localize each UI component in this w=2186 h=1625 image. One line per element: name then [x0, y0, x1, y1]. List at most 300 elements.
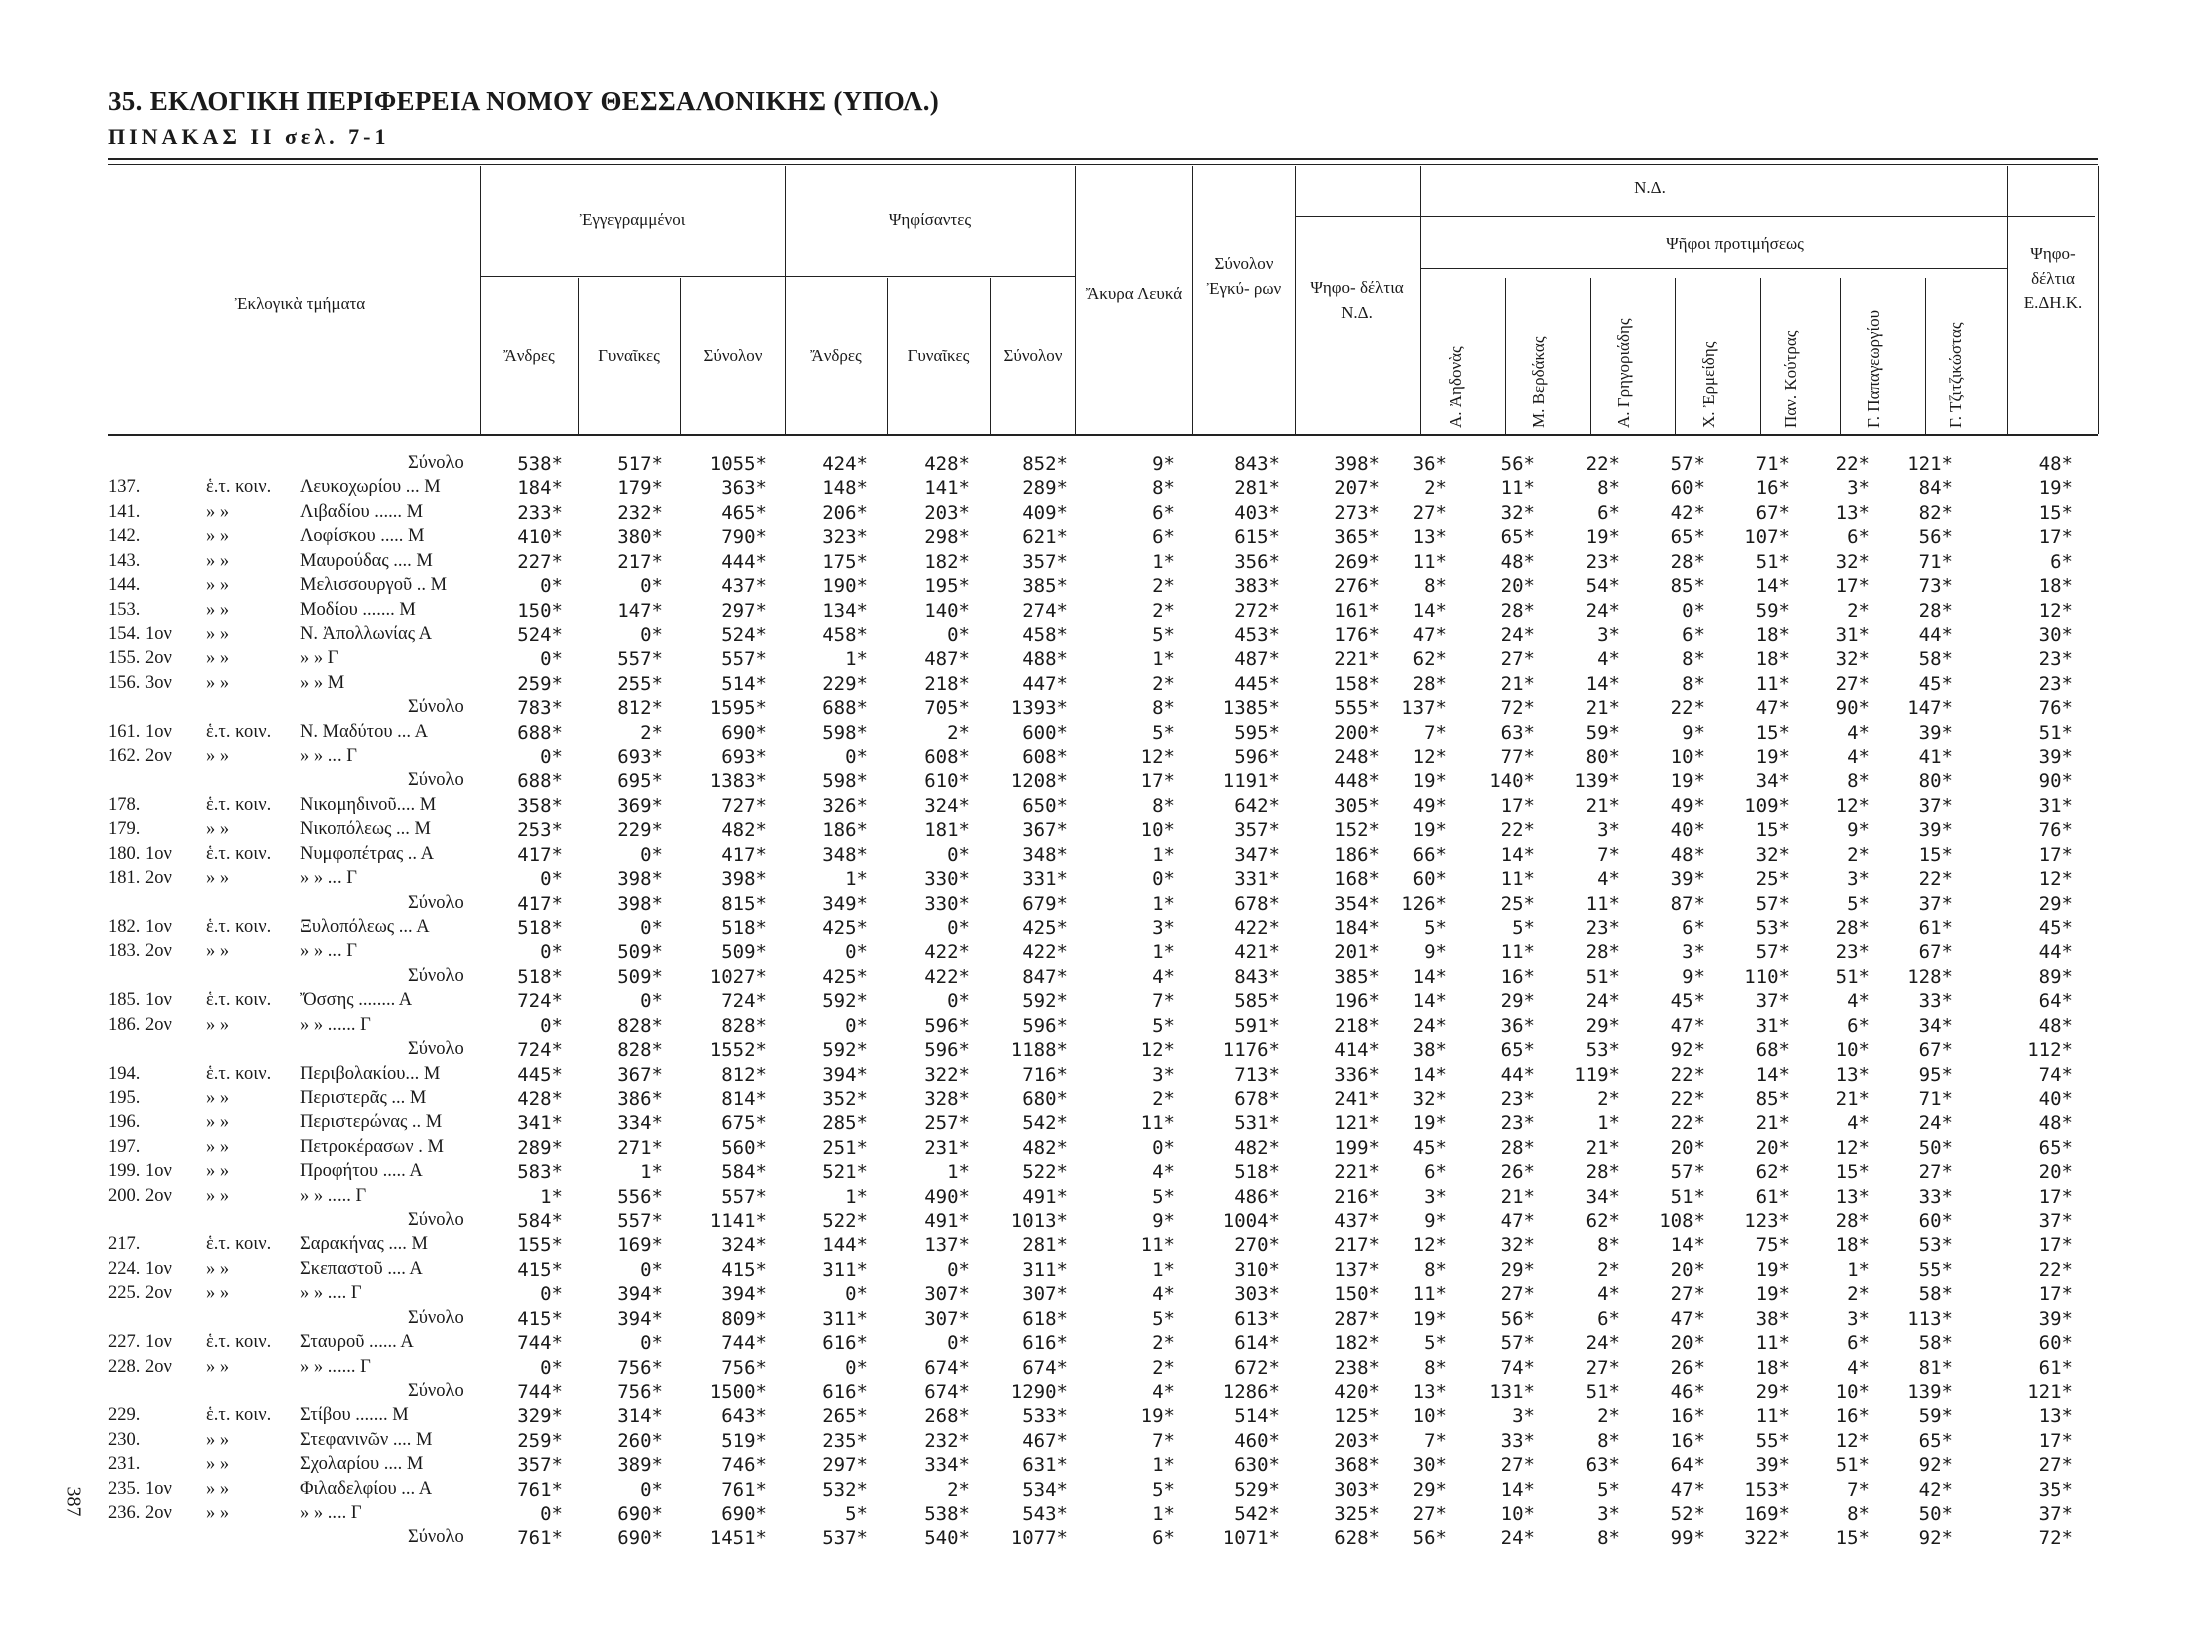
- value-cell: 11*: [1500, 868, 1535, 891]
- section-name: Σύνολο: [408, 965, 464, 986]
- value-cell: 453*: [1234, 623, 1280, 646]
- value-cell: 679*: [1022, 892, 1068, 915]
- section-number: 181. 2ον: [108, 868, 172, 889]
- section-number: 185. 1ον: [108, 990, 172, 1011]
- value-cell: 57*: [1500, 1332, 1535, 1355]
- value-cell: 47*: [1670, 1478, 1705, 1501]
- value-cell: 1141*: [709, 1210, 767, 1233]
- value-cell: 20*: [2038, 1161, 2073, 1184]
- value-cell: 61*: [2038, 1356, 2073, 1379]
- value-cell: 555*: [1334, 697, 1380, 720]
- value-cell: 227*: [517, 550, 563, 573]
- value-cell: 2*: [1597, 1405, 1620, 1428]
- table-row: [0, 795, 2186, 819]
- value-cell: 467*: [1022, 1429, 1068, 1452]
- value-cell: 542*: [1022, 1112, 1068, 1135]
- value-cell: 12*: [1140, 1039, 1175, 1062]
- table-row: [0, 1283, 2186, 1307]
- section-name: Περιβολακίου... Μ: [300, 1063, 441, 1084]
- value-cell: 153*: [1744, 1478, 1790, 1501]
- value-cell: 59*: [1755, 599, 1790, 622]
- value-cell: 269*: [1334, 550, 1380, 573]
- value-cell: 746*: [721, 1454, 767, 1477]
- value-cell: 125*: [1334, 1405, 1380, 1428]
- table-row: [0, 990, 2186, 1014]
- community-type: » »: [206, 746, 230, 767]
- value-cell: 348*: [822, 843, 868, 866]
- value-cell: 77*: [1500, 746, 1535, 769]
- value-cell: 15*: [1835, 1161, 1870, 1184]
- table-row: [0, 1479, 2186, 1503]
- value-cell: 1*: [845, 1185, 868, 1208]
- value-cell: 8*: [1152, 794, 1175, 817]
- value-cell: 229*: [822, 672, 868, 695]
- value-cell: 592*: [1022, 990, 1068, 1013]
- header-voted-men: Ἄνδρες: [810, 346, 862, 365]
- value-cell: 53*: [1755, 916, 1790, 939]
- value-cell: 1004*: [1222, 1210, 1280, 1233]
- value-cell: 368*: [1334, 1454, 1380, 1477]
- value-cell: 38*: [1755, 1307, 1790, 1330]
- value-cell: 11*: [1140, 1234, 1175, 1257]
- table-row: [0, 575, 2186, 599]
- value-cell: 15*: [1755, 819, 1790, 842]
- value-cell: 756*: [721, 1356, 767, 1379]
- value-cell: 3*: [1597, 819, 1620, 842]
- value-cell: 39*: [1670, 868, 1705, 891]
- value-cell: 0*: [640, 623, 663, 646]
- value-cell: 1*: [947, 1161, 970, 1184]
- value-cell: 1*: [540, 1185, 563, 1208]
- value-cell: 110*: [1744, 965, 1790, 988]
- column-rule: [1675, 278, 1676, 434]
- value-cell: 415*: [517, 1258, 563, 1281]
- value-cell: 8*: [1682, 648, 1705, 671]
- value-cell: 4*: [1152, 965, 1175, 988]
- subtotal-row: [0, 893, 2186, 917]
- value-cell: 14*: [1755, 575, 1790, 598]
- value-cell: 182*: [1334, 1332, 1380, 1355]
- column-rule: [680, 278, 681, 434]
- value-cell: 16*: [1835, 1405, 1870, 1428]
- value-cell: 55*: [1755, 1429, 1790, 1452]
- value-cell: 385*: [1334, 965, 1380, 988]
- column-rule: [2098, 166, 2099, 434]
- value-cell: 139*: [1907, 1380, 1953, 1403]
- value-cell: 3*: [1847, 1307, 1870, 1330]
- value-cell: 7*: [1847, 1478, 1870, 1501]
- value-cell: 514*: [721, 672, 767, 695]
- value-cell: 307*: [924, 1307, 970, 1330]
- value-cell: 8*: [1597, 477, 1620, 500]
- value-cell: 595*: [1234, 721, 1280, 744]
- value-cell: 16*: [1670, 1405, 1705, 1428]
- value-cell: 5*: [845, 1503, 868, 1526]
- value-cell: 0*: [640, 1332, 663, 1355]
- value-cell: 2*: [640, 721, 663, 744]
- value-cell: 29*: [1500, 1258, 1535, 1281]
- value-cell: 557*: [617, 1210, 663, 1233]
- table-row: [0, 1186, 2186, 1210]
- value-cell: 141*: [924, 477, 970, 500]
- value-cell: 428*: [517, 1087, 563, 1110]
- value-cell: 9*: [1424, 1210, 1447, 1233]
- value-cell: 29*: [1755, 1380, 1790, 1403]
- value-cell: 425*: [822, 916, 868, 939]
- value-cell: 491*: [1022, 1185, 1068, 1208]
- value-cell: 68*: [1755, 1039, 1790, 1062]
- value-cell: 518*: [1234, 1161, 1280, 1184]
- value-cell: 76*: [2038, 697, 2073, 720]
- table-row: [0, 1332, 2186, 1356]
- value-cell: 14*: [1412, 965, 1447, 988]
- value-cell: 21*: [1500, 672, 1535, 695]
- header-candidate: Μ. Βερδάκας: [1529, 336, 1548, 428]
- value-cell: 556*: [617, 1185, 663, 1208]
- value-cell: 201*: [1334, 941, 1380, 964]
- value-cell: 206*: [822, 501, 868, 524]
- value-cell: 0*: [640, 575, 663, 598]
- header-registered-women: Γυναῖκες: [598, 346, 660, 365]
- value-cell: 596*: [924, 1039, 970, 1062]
- value-cell: 1*: [1152, 941, 1175, 964]
- value-cell: 37*: [1755, 990, 1790, 1013]
- value-cell: 417*: [721, 843, 767, 866]
- community-type: ἑ.τ. κοιν.: [206, 794, 272, 815]
- value-cell: 678*: [1234, 1087, 1280, 1110]
- value-cell: 200*: [1334, 721, 1380, 744]
- value-cell: 6*: [1152, 1527, 1175, 1550]
- value-cell: 25*: [1755, 868, 1790, 891]
- value-cell: 82*: [1918, 501, 1953, 524]
- community-type: » »: [206, 1283, 230, 1304]
- community-type: » »: [206, 1478, 230, 1499]
- value-cell: 179*: [617, 477, 663, 500]
- value-cell: 11*: [1755, 1332, 1790, 1355]
- value-cell: 21*: [1585, 697, 1620, 720]
- value-cell: 2*: [1152, 1087, 1175, 1110]
- value-cell: 19*: [1412, 1307, 1447, 1330]
- section-number: 183. 2ον: [108, 941, 172, 962]
- value-cell: 29*: [1412, 1478, 1447, 1501]
- section-number: 144.: [108, 575, 141, 596]
- value-cell: 285*: [822, 1112, 868, 1135]
- value-cell: 14*: [1412, 1063, 1447, 1086]
- value-cell: 53*: [1918, 1234, 1953, 1257]
- value-cell: 524*: [517, 623, 563, 646]
- value-cell: 596*: [1234, 746, 1280, 769]
- value-cell: 147*: [1907, 697, 1953, 720]
- community-type: ἑ.τ. κοιν.: [206, 843, 272, 864]
- value-cell: 3*: [1512, 1405, 1535, 1428]
- value-cell: 486*: [1234, 1185, 1280, 1208]
- value-cell: 9*: [1152, 1210, 1175, 1233]
- value-cell: 424*: [822, 453, 868, 475]
- subtotal-row: [0, 1527, 2186, 1551]
- value-cell: 2*: [1847, 599, 1870, 622]
- community-type: » »: [206, 623, 230, 644]
- section-number: 197.: [108, 1136, 141, 1157]
- value-cell: 37*: [1918, 892, 1953, 915]
- value-cell: 1*: [1152, 1503, 1175, 1526]
- value-cell: 51*: [1755, 550, 1790, 573]
- value-cell: 8*: [1424, 1258, 1447, 1281]
- section-name: Σύνολο: [408, 1527, 464, 1548]
- value-cell: 724*: [721, 990, 767, 1013]
- value-cell: 583*: [517, 1161, 563, 1184]
- value-cell: 195*: [924, 575, 970, 598]
- value-cell: 39*: [1755, 1454, 1790, 1477]
- value-cell: 815*: [721, 892, 767, 915]
- value-cell: 51*: [1835, 1454, 1870, 1477]
- value-cell: 11*: [1500, 477, 1535, 500]
- value-cell: 7*: [1152, 990, 1175, 1013]
- value-cell: 235*: [822, 1429, 868, 1452]
- section-name: Σύνολο: [408, 892, 464, 913]
- value-cell: 2*: [1597, 1087, 1620, 1110]
- value-cell: 175*: [822, 550, 868, 573]
- value-cell: 389*: [617, 1454, 663, 1477]
- section-name: Στίβου ....... Μ: [300, 1405, 409, 1426]
- header-nd-party: Ν.Δ.: [1634, 178, 1666, 197]
- value-cell: 1*: [1847, 1258, 1870, 1281]
- value-cell: 81*: [1918, 1356, 1953, 1379]
- value-cell: 2*: [1152, 672, 1175, 695]
- value-cell: 27*: [1412, 1503, 1447, 1526]
- value-cell: 19*: [1755, 1283, 1790, 1306]
- table-row: [0, 551, 2186, 575]
- value-cell: 232*: [924, 1429, 970, 1452]
- value-cell: 365*: [1334, 526, 1380, 549]
- value-cell: 1071*: [1222, 1527, 1280, 1550]
- value-cell: 311*: [1022, 1258, 1068, 1281]
- value-cell: 6*: [1847, 1014, 1870, 1037]
- value-cell: 6*: [1847, 1332, 1870, 1355]
- value-cell: 3*: [1597, 623, 1620, 646]
- table-row: [0, 1161, 2186, 1185]
- value-cell: 385*: [1022, 575, 1068, 598]
- table-row: [0, 1112, 2186, 1136]
- value-cell: 51*: [1585, 965, 1620, 988]
- value-cell: 63*: [1500, 721, 1535, 744]
- value-cell: 74*: [2038, 1063, 2073, 1086]
- section-name: Λευκοχωρίου ... Μ: [300, 477, 441, 498]
- value-cell: 72*: [1500, 697, 1535, 720]
- subtotal-row: [0, 1210, 2186, 1234]
- value-cell: 0*: [1152, 868, 1175, 891]
- value-cell: 184*: [1334, 916, 1380, 939]
- value-cell: 1500*: [709, 1380, 767, 1403]
- value-cell: 1*: [845, 648, 868, 671]
- value-cell: 403*: [1234, 501, 1280, 524]
- value-cell: 65*: [1500, 1039, 1535, 1062]
- value-cell: 169*: [1744, 1503, 1790, 1526]
- value-cell: 522*: [822, 1210, 868, 1233]
- top-double-rule: [108, 158, 2098, 160]
- value-cell: 428*: [924, 453, 970, 475]
- value-cell: 357*: [1234, 819, 1280, 842]
- value-cell: 7*: [1152, 1429, 1175, 1452]
- value-cell: 24*: [1585, 599, 1620, 622]
- table-row: [0, 1234, 2186, 1258]
- table-row: [0, 917, 2186, 941]
- value-cell: 417*: [517, 892, 563, 915]
- value-cell: 336*: [1334, 1063, 1380, 1086]
- value-cell: 4*: [1597, 648, 1620, 671]
- community-type: » »: [206, 672, 230, 693]
- section-name: Σύνολο: [408, 697, 464, 718]
- table-row: [0, 1137, 2186, 1161]
- value-cell: 28*: [1412, 672, 1447, 695]
- value-cell: 17*: [2038, 843, 2073, 866]
- value-cell: 40*: [1670, 819, 1705, 842]
- value-cell: 488*: [1022, 648, 1068, 671]
- community-type: » »: [206, 1503, 230, 1524]
- value-cell: 22*: [1500, 819, 1535, 842]
- value-cell: 10*: [1500, 1503, 1535, 1526]
- value-cell: 28*: [1500, 1136, 1535, 1159]
- value-cell: 348*: [1022, 843, 1068, 866]
- value-cell: 17*: [2038, 526, 2073, 549]
- value-cell: 17*: [2038, 1429, 2073, 1452]
- value-cell: 8*: [1424, 575, 1447, 598]
- value-cell: 0*: [1152, 1136, 1175, 1159]
- value-cell: 3*: [1424, 1185, 1447, 1208]
- value-cell: 518*: [517, 965, 563, 988]
- value-cell: 0*: [947, 843, 970, 866]
- value-cell: 22*: [1670, 1112, 1705, 1135]
- value-cell: 45*: [1412, 1136, 1447, 1159]
- table-row: [0, 673, 2186, 697]
- column-rule: [480, 166, 481, 434]
- value-cell: 217*: [1334, 1234, 1380, 1257]
- value-cell: 0*: [947, 1258, 970, 1281]
- value-cell: 32*: [1412, 1087, 1447, 1110]
- value-cell: 47*: [1670, 1014, 1705, 1037]
- value-cell: 56*: [1500, 453, 1535, 475]
- subtotal-row: [0, 453, 2186, 477]
- value-cell: 57*: [1755, 941, 1790, 964]
- value-cell: 519*: [721, 1429, 767, 1452]
- value-cell: 20*: [1670, 1258, 1705, 1281]
- header-candidate: Χ. Ἐρμείδης: [1699, 341, 1718, 428]
- value-cell: 56*: [1500, 1307, 1535, 1330]
- header-registered-total: Σύνολον: [703, 346, 763, 365]
- value-cell: 598*: [822, 770, 868, 793]
- value-cell: 131*: [1489, 1380, 1535, 1403]
- value-cell: 487*: [1234, 648, 1280, 671]
- value-cell: 49*: [1412, 794, 1447, 817]
- header-bottom-rule: [108, 434, 2098, 436]
- value-cell: 1*: [845, 868, 868, 891]
- value-cell: 147*: [617, 599, 663, 622]
- value-cell: 367*: [617, 1063, 663, 1086]
- value-cell: 190*: [822, 575, 868, 598]
- value-cell: 22*: [1670, 697, 1705, 720]
- value-cell: 12*: [2038, 868, 2073, 891]
- value-cell: 216*: [1334, 1185, 1380, 1208]
- value-cell: 13*: [2038, 1405, 2073, 1428]
- header-voted-total: Σύνολον: [1003, 346, 1063, 365]
- value-cell: 334*: [617, 1112, 663, 1135]
- value-cell: 852*: [1022, 453, 1068, 475]
- value-cell: 542*: [1234, 1503, 1280, 1526]
- value-cell: 13*: [1835, 501, 1870, 524]
- section-name: Ν. Μαδύτου ... Α: [300, 721, 428, 742]
- section-number: 141.: [108, 501, 141, 522]
- value-cell: 248*: [1334, 746, 1380, 769]
- value-cell: 52*: [1670, 1503, 1705, 1526]
- value-cell: 5*: [1152, 1478, 1175, 1501]
- value-cell: 4*: [1847, 990, 1870, 1013]
- community-type: » »: [206, 1014, 230, 1035]
- subtotal-row: [0, 1308, 2186, 1332]
- value-cell: 297*: [721, 599, 767, 622]
- value-cell: 790*: [721, 526, 767, 549]
- value-cell: 51*: [1670, 1185, 1705, 1208]
- value-cell: 10*: [1835, 1380, 1870, 1403]
- value-cell: 756*: [617, 1356, 663, 1379]
- value-cell: 121*: [2027, 1380, 2073, 1403]
- value-cell: 17*: [2038, 1234, 2073, 1257]
- value-cell: 6*: [1847, 526, 1870, 549]
- value-cell: 41*: [1918, 746, 1953, 769]
- value-cell: 20*: [1500, 575, 1535, 598]
- community-type: ἑ.τ. κοιν.: [206, 1234, 272, 1255]
- section-number: 200. 2ον: [108, 1185, 172, 1206]
- value-cell: 380*: [617, 526, 663, 549]
- section-name: Νικοπόλεως ... Μ: [300, 819, 431, 840]
- nd-rule: [1295, 216, 2095, 217]
- value-cell: 621*: [1022, 526, 1068, 549]
- value-cell: 47*: [1500, 1210, 1535, 1233]
- section-name: Σύνολο: [408, 1380, 464, 1401]
- section-name: Φιλαδελφίου ... Α: [300, 1478, 433, 1499]
- value-cell: 2*: [1152, 575, 1175, 598]
- value-cell: 326*: [822, 794, 868, 817]
- value-cell: 1055*: [709, 453, 767, 475]
- value-cell: 24*: [1918, 1112, 1953, 1135]
- value-cell: 0*: [540, 648, 563, 671]
- table-row: [0, 526, 2186, 550]
- value-cell: 137*: [1401, 697, 1447, 720]
- section-name: Σταυροῦ ...... Α: [300, 1332, 414, 1353]
- value-cell: 65*: [1500, 526, 1535, 549]
- value-cell: 13*: [1835, 1063, 1870, 1086]
- value-cell: 531*: [1234, 1112, 1280, 1135]
- value-cell: 34*: [1585, 1185, 1620, 1208]
- value-cell: 12*: [1835, 1136, 1870, 1159]
- value-cell: 447*: [1022, 672, 1068, 695]
- value-cell: 0*: [540, 1503, 563, 1526]
- value-cell: 324*: [924, 794, 970, 817]
- value-cell: 0*: [640, 1478, 663, 1501]
- subtotal-row: [0, 697, 2186, 721]
- value-cell: 11*: [1412, 1283, 1447, 1306]
- value-cell: 724*: [517, 990, 563, 1013]
- value-cell: 108*: [1659, 1210, 1705, 1233]
- value-cell: 54*: [1585, 575, 1620, 598]
- community-type: ἑ.τ. κοιν.: [206, 1063, 272, 1084]
- value-cell: 421*: [1234, 941, 1280, 964]
- value-cell: 458*: [1022, 623, 1068, 646]
- header-valid: Σύνολον Ἐγκύ- ρων: [1206, 254, 1282, 298]
- value-cell: 25*: [1500, 892, 1535, 915]
- value-cell: 630*: [1234, 1454, 1280, 1477]
- value-cell: 268*: [924, 1405, 970, 1428]
- section-name: Ν. Ἀπολλωνίας Α: [300, 623, 433, 644]
- value-cell: 445*: [517, 1063, 563, 1086]
